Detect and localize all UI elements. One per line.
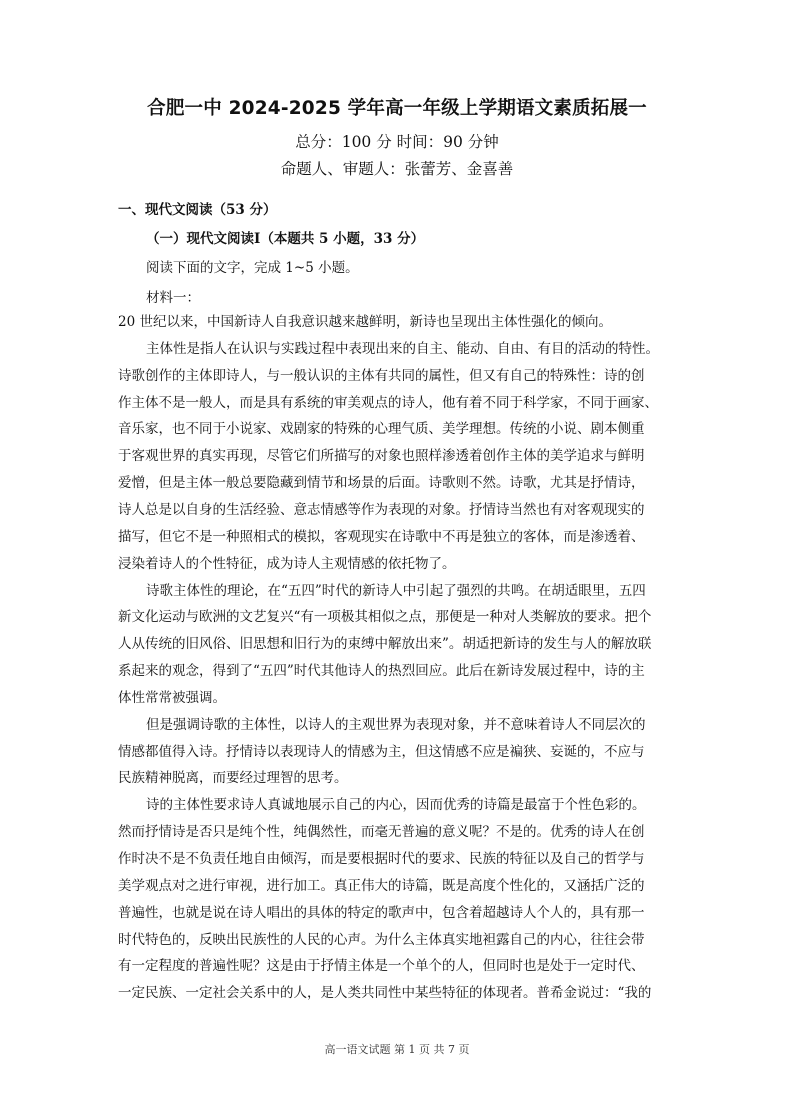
passage-line: 作时决不是不负责任地自由倾泻，而是要根据时代的要求、民族的特征以及自己的哲学与 bbox=[118, 851, 645, 867]
instruction-line: 阅读下面的文字，完成 1~5 小题。 bbox=[146, 260, 359, 276]
passage-line: 体性常常被强调。 bbox=[118, 689, 226, 706]
passage-line: 有一定程度的普遍性呢？这是由于抒情主体是一个单个的人，但同时也是处于一定时代、 bbox=[118, 958, 645, 975]
authors-line: 命题人、审题人：张蕾芳、金喜善 bbox=[280, 160, 514, 178]
passage-line: 普遍性，也就是说在诗人唱出的具体的特定的歌声中，包含着超越诗人个人的，具有那一 bbox=[118, 904, 645, 921]
passage-line: 主体性是指人在认识与实践过程中表现出来的自主、能动、自由、有目的活动的特性。 bbox=[146, 340, 659, 357]
passage-line: 诗的主体性要求诗人真诚地展示自己的内心，因而优秀的诗篇是最富于个性色彩的。 bbox=[146, 797, 646, 814]
subsection-heading: （一）现代文阅读Ⅰ（本题共 5 小题，33 分） bbox=[146, 231, 425, 247]
passage-line: 20 世纪以来，中国新诗人自我意识越来越鲜明，新诗也呈现出主体性强化的倾向。 bbox=[118, 314, 612, 330]
score-time-line: 总分：100 分 时间：90 分钟 bbox=[295, 133, 499, 151]
passage-line: 音乐家，也不同于小说家、戏剧家的特殊的心理气质、美学理想。传统的小说、剧本侧重 bbox=[118, 421, 645, 438]
passage-line: 系起来的观念，得到了“五四”时代其他诗人的热烈回应。此后在新诗发展过程中，诗的主 bbox=[118, 663, 645, 680]
passage-line: 诗歌主体性的理论，在“五四”时代的新诗人中引起了强烈的共鸣。在胡适眼里，五四 bbox=[146, 582, 646, 599]
passage-line: 美学观点对之进行审视，进行加工。真正伟大的诗篇，既是高度个性化的，又涵括广泛的 bbox=[118, 877, 645, 894]
passage-line: 人从传统的旧风俗、旧思想和旧行为的束缚中解放出来”。胡适把新诗的发生与人的解放联 bbox=[118, 636, 652, 653]
passage-line: 时代特色的，反映出民族性的人民的心声。为什么主体真实地袒露自己的内心，往往会带 bbox=[118, 931, 645, 948]
passage-line: 于客观世界的真实再现，尽管它们所描写的对象也照样渗透着创作主体的美学追求与鲜明 bbox=[118, 448, 645, 465]
passage-line: 爱憎，但是主体一般总要隐藏到情节和场景的后面。诗歌则不然。诗歌，尤其是抒情诗， bbox=[118, 475, 645, 492]
passage-line: 诗歌创作的主体即诗人，与一般认识的主体有共同的属性，但又有自己的特殊性：诗的创 bbox=[118, 367, 645, 384]
section-heading: 一、现代文阅读（53 分） bbox=[118, 202, 277, 218]
exam-title: 合肥一中 2024-2025 学年高一年级上学期语文素质拓展一 bbox=[147, 98, 647, 119]
passage-line: 描写，但它不是一种照相式的模拟，客观现实在诗歌中不再是独立的客体，而是渗透着、 bbox=[118, 528, 645, 545]
passage-line: 然而抒情诗是否只是纯个性，纯偶然性，而毫无普遍的意义呢？不是的。优秀的诗人在创 bbox=[118, 824, 645, 841]
page-footer: 高一语文试题 第 1 页 共 7 页 bbox=[324, 1043, 470, 1056]
passage-line: 但是强调诗歌的主体性，以诗人的主观世界为表现对象，并不意味着诗人不同层次的 bbox=[146, 716, 646, 733]
material-label: 材料一： bbox=[146, 290, 200, 306]
passage-line: 作主体不是一般人，而是具有系统的审美观点的诗人，他有着不同于科学家，不同于画家、 bbox=[118, 394, 658, 411]
passage-line: 情感都值得入诗。抒情诗以表现诗人的情感为主，但这情感不应是褊狭、妄诞的，不应与 bbox=[118, 743, 645, 760]
passage-line: 诗人总是以自身的生活经验、意志情感等作为表现的对象。抒情诗当然也有对客观现实的 bbox=[118, 501, 645, 518]
passage-line: 新文化运动与欧洲的文艺复兴“有一项极其相似之点，那便是一种对人类解放的要求。把个 bbox=[118, 609, 652, 626]
passage-line: 一定民族、一定社会关系中的人，是人类共同性中某些特征的体现者。普希金说过：“我的 bbox=[118, 985, 652, 1002]
passage-line: 浸染着诗人的个性特征，成为诗人主观情感的依托物了。 bbox=[118, 555, 456, 572]
passage-line: 民族精神脱离，而要经过理智的思考。 bbox=[118, 770, 348, 787]
